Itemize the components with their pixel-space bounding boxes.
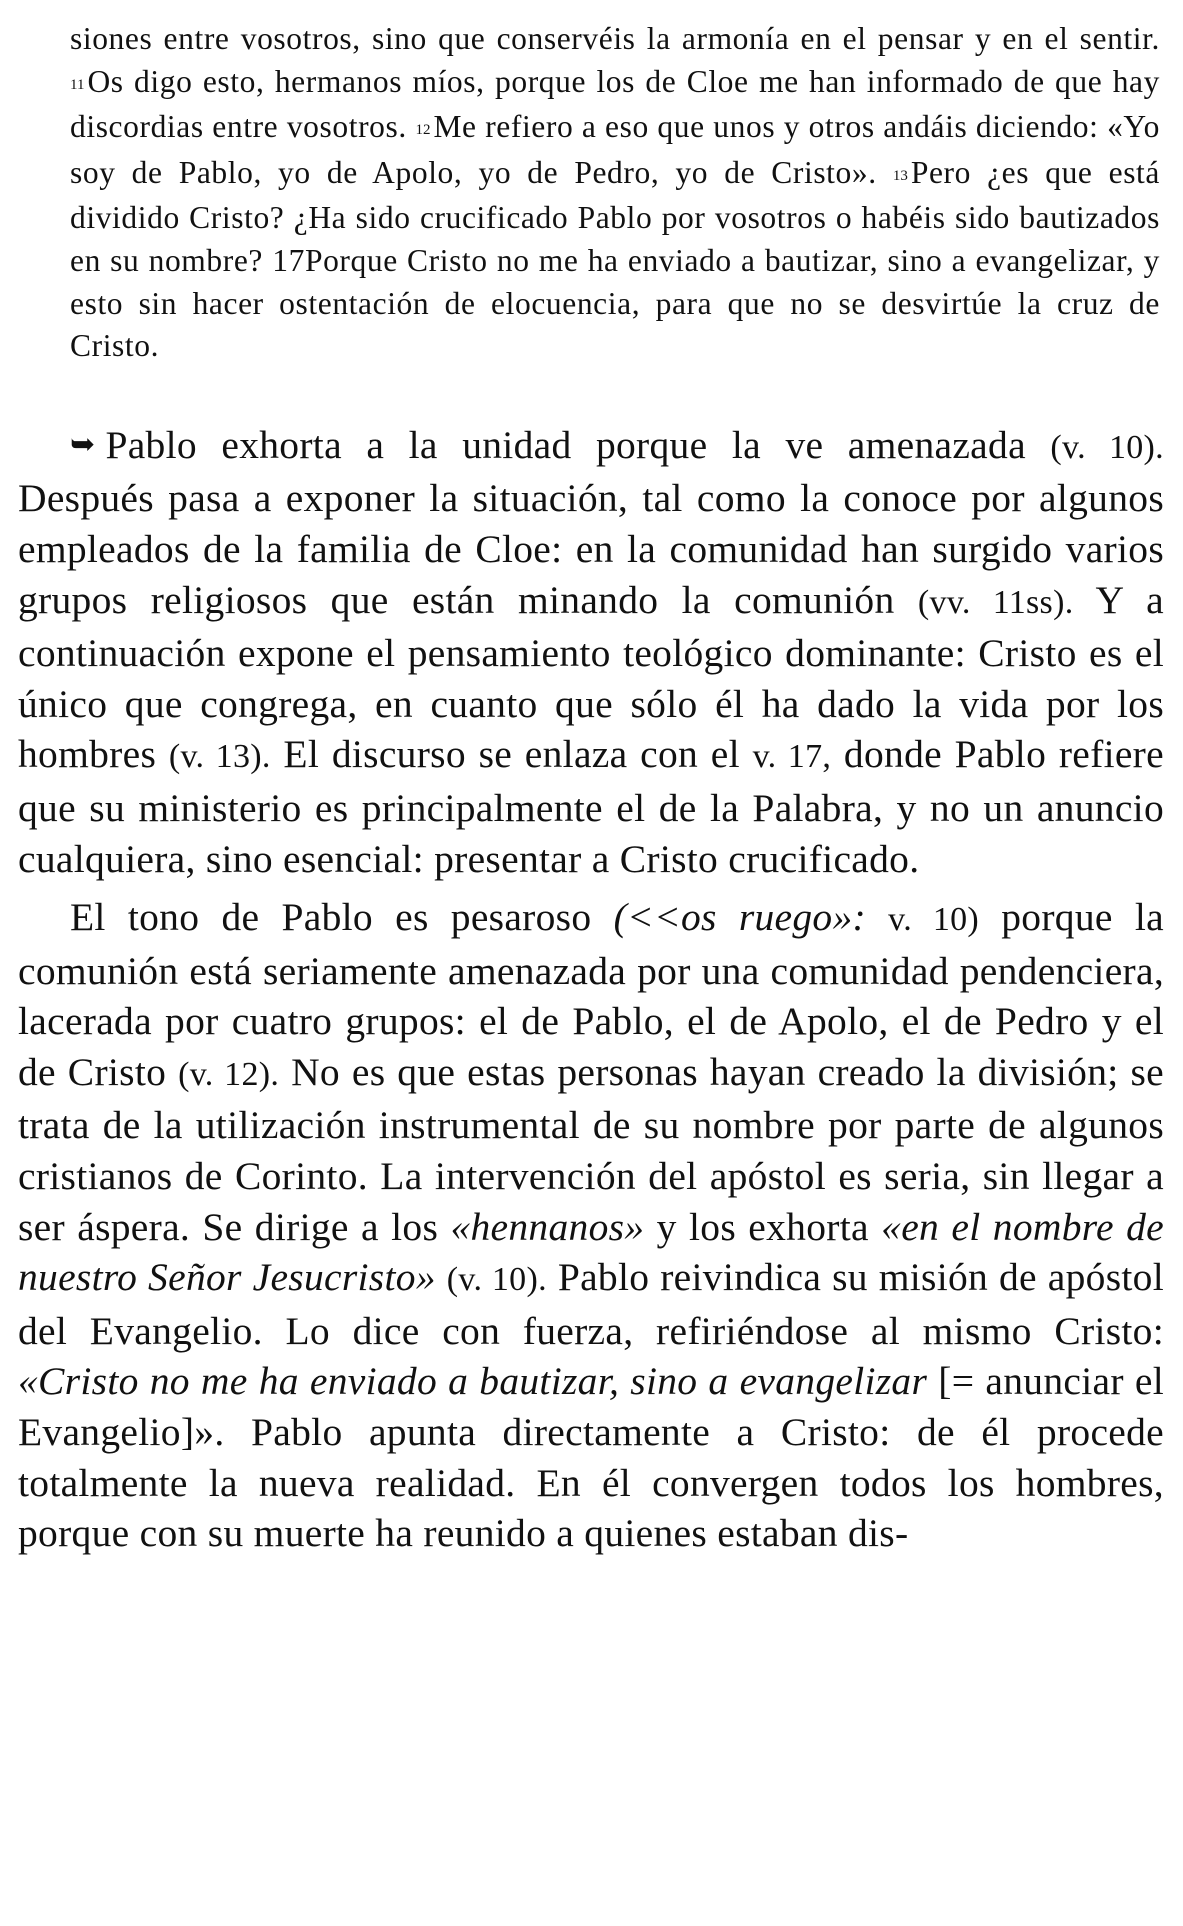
verse-reference: (v. 10).	[446, 1261, 547, 1299]
verse-reference: v. 17,	[752, 738, 832, 776]
verse-reference: (v. 13).	[168, 738, 271, 776]
p2-text-b: porque la comunión está seriamente amenazada por una comunidad pendenciera, lacerada por cuatro grupos: el de Pablo, el de Apolo, el de Pedro y el de Cristo	[18, 895, 1164, 1094]
commentary-paragraph-1	[18, 420, 1164, 884]
inline-quote: «en el nombre de nuestro Señor Jesucristo»	[18, 1204, 1164, 1300]
verse-13-text: Pero ¿es que está dividido Cristo? ¿Ha sido crucificado Pablo por vosotros o habéis sido bautizados en su nombre?	[70, 154, 1160, 278]
scripture-quote	[70, 18, 1160, 368]
p2-text-a: El tono de Pablo es pesaroso	[70, 895, 592, 940]
p1-text-d: El discurso se enlaza con el	[283, 732, 740, 777]
verse-reference: (vv. 11ss).	[917, 583, 1074, 621]
verse-reference: (v. 12).	[178, 1055, 280, 1093]
verse-number-12: 12	[415, 122, 431, 139]
verse-12-text: Me refiero a eso que unos y otros andáis diciendo: «Yo soy de Pablo, yo de Apolo, yo de Pedro, yo de Cristo».	[70, 109, 1160, 190]
commentary-paragraph-2	[18, 892, 1164, 1559]
p2-text-c: No es que estas personas hayan creado la división; se trata de la utilización instrumental de su nombre por parte de algunos cristianos de Corinto. La intervención del apóstol es seria, sin llegar a ser áspera. Se dirige a los	[18, 1049, 1164, 1249]
verse-11-text: Os digo esto, hermanos míos, porque los de Cloe me han informado de que hay discordias entre vosotros.	[70, 63, 1160, 145]
p1-text-c: Y a continuación expone el pensamiento teológico dominante: Cristo es el único que congrega, en cuanto que sólo él ha dado la vida por los hombres	[18, 577, 1164, 777]
p2-text-f: [= anunciar el Evangelio]».	[18, 1359, 1164, 1455]
verse-number-11: 11	[70, 76, 85, 93]
arrow-right-icon: ➥	[70, 427, 96, 461]
inline-quote: «hennanos»	[450, 1204, 645, 1249]
p1-text-a: Pablo exhorta a la unidad porque la ve amenazada	[105, 422, 1026, 467]
verse-reference: (v. 10).	[1050, 428, 1164, 466]
p2-text-d: y los exhorta	[656, 1204, 869, 1249]
book-page	[18, 18, 1164, 1567]
p1-text-b: Después pasa a exponer la situación, tal como la conoce por algunos empleados de la familia de Cloe: en la comunidad han surgido varios grupos religiosos que están minando la comunión	[18, 476, 1164, 622]
p2-text-e: Pablo reivindica su misión de apóstol del Evangelio. Lo dice con fuerza, refiriéndose al mismo Cristo:	[18, 1255, 1164, 1353]
quote-lead-text: siones entre vosotros, sino que conservéis la armonía en el pensar y en el sentir.	[70, 21, 1160, 56]
verse-number-13: 13	[892, 167, 908, 184]
commentary	[18, 420, 1164, 1559]
inline-quote: (<<os ruego»:	[613, 895, 866, 940]
p1-text-e: donde Pablo refiere que su ministerio es principalmente el de la Palabra, y no un anuncio cualquiera, sino esencial: presentar a Cristo crucificado.	[18, 732, 1164, 881]
verse-17-text: 17Porque Cristo no me ha enviado a bautizar, sino a evangelizar, y esto sin hacer ostentación de elocuencia, para que no se desvirtúe la cruz de Cristo.	[70, 242, 1160, 364]
inline-quote: «Cristo no me ha enviado a bautizar, sino a evangelizar	[18, 1359, 928, 1404]
p2-text-g: Pablo apunta directamente a Cristo: de él procede totalmente la nueva realidad. En él convergen todos los hombres, porque con su muerte ha reunido a quienes estaban dis-	[18, 1410, 1164, 1556]
verse-reference: v. 10)	[888, 901, 980, 939]
